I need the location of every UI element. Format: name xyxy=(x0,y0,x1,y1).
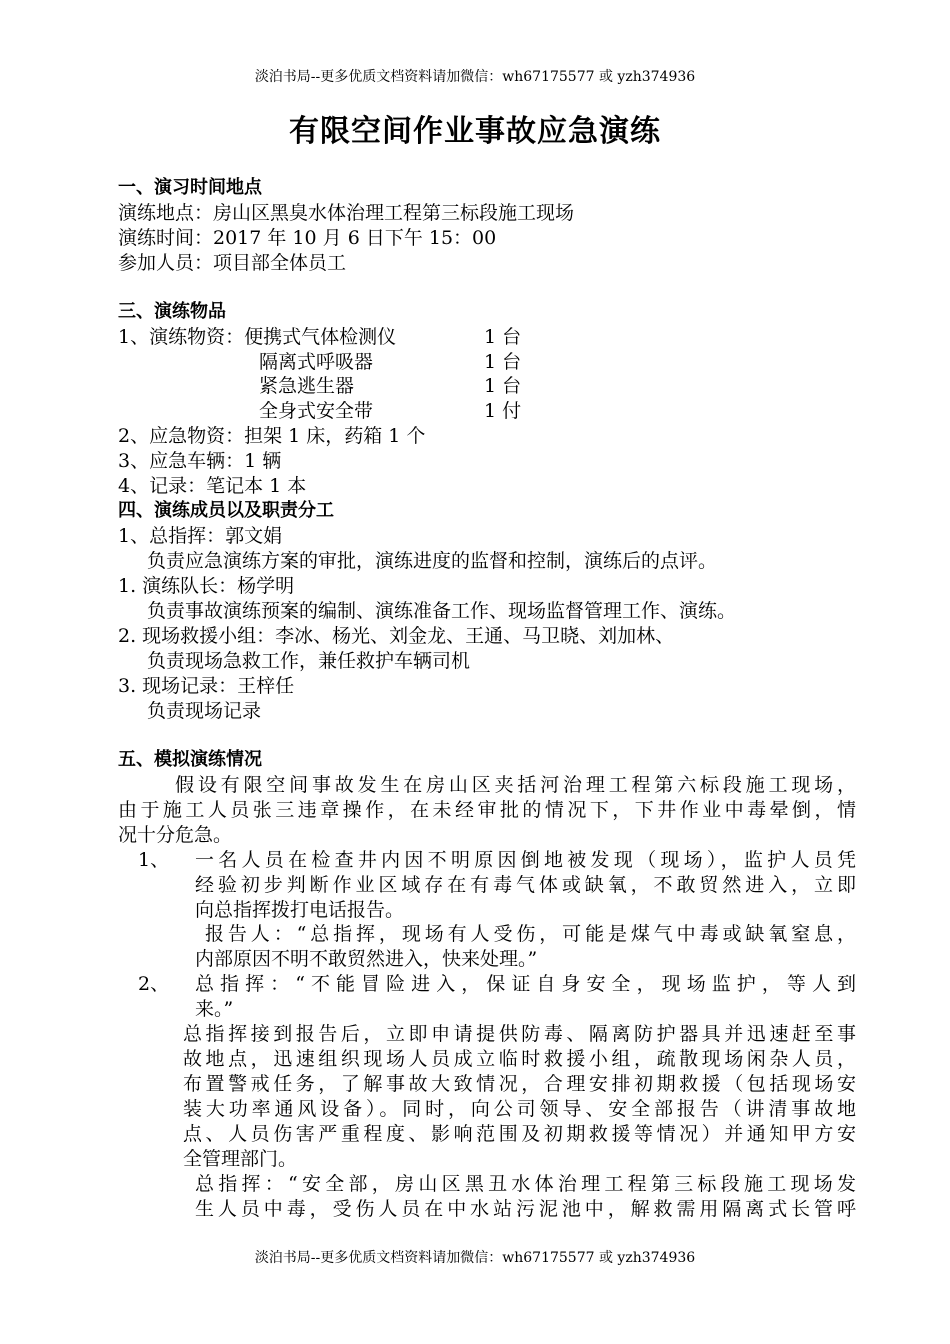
step-text: 向总指挥拨打电话报告。 xyxy=(195,899,405,921)
item-name: 隔离式呼吸器 xyxy=(259,351,374,373)
role-line: 1. 演练队长：杨学明 xyxy=(118,575,295,597)
step-text: 一名人员在检查井内因不明原因倒地被发现（现场），监护人员凭 xyxy=(195,849,856,871)
role-duty: 负责现场急救工作，兼任救护车辆司机 xyxy=(147,650,471,672)
role-line: 2. 现场救援小组：李冰、杨光、刘金龙、王通、马卫晓、刘加林、 xyxy=(118,625,675,647)
item-qty: 1 台 xyxy=(484,375,522,397)
page-header: 淡泊书局--更多优质文档资料请加微信：wh67175577 或 yzh374936 xyxy=(254,69,696,85)
reporter-text: 报告人：“总指挥，现场有人受伤，可能是煤气中毒或缺氧窒息， xyxy=(205,923,856,945)
step-text: 经验初步判断作业区域存在有毒气体或缺氧，不敢贸然进入，立即 xyxy=(195,874,856,896)
item-qty: 1 台 xyxy=(484,326,522,348)
page-footer: 淡泊书局--更多优质文档资料请加微信：wh67175577 或 yzh374936 xyxy=(254,1250,696,1266)
step-number: 1、 xyxy=(138,849,170,871)
commander-action: 故地点，迅速组织现场人员成立临时救援小组，疏散现场闲杂人员， xyxy=(183,1048,856,1070)
role-duty: 负责事故演练预案的编制、演练准备工作、现场监督管理工作、演练。 xyxy=(147,600,737,622)
commander-action: 总指挥接到报告后，立即申请提供防毒、隔离防护器具并迅速赶至事 xyxy=(183,1023,856,1045)
item-name: 全身式安全带 xyxy=(259,400,374,422)
record-supplies: 4、记录：笔记本 1 本 xyxy=(118,475,307,497)
document-title: 有限空间作业事故应急演练 xyxy=(289,114,661,149)
section-5-heading: 五、模拟演练情况 xyxy=(118,749,262,770)
commander-action: 布置警戒任务，了解事故大致情况，合理安排初期救援（包括现场安 xyxy=(183,1073,856,1095)
commander-call: 生人员中毒，受伤人员在中水站污泥池中，解救需用隔离式长管呼 xyxy=(195,1198,856,1220)
emergency-supplies: 2、应急物资：担架 1 床，药箱 1 个 xyxy=(118,425,426,447)
step-text: 总指挥：“不能冒险进入，保证自身安全，现场监护，等人到 xyxy=(195,973,856,995)
commander-action: 全管理部门。 xyxy=(183,1148,298,1170)
drill-time: 演练时间：2017 年 10 月 6 日下午 15：00 xyxy=(118,227,497,249)
role-duty: 负责应急演练方案的审批，演练进度的监督和控制，演练后的点评。 xyxy=(147,550,718,572)
section-4-heading: 四、演练成员以及职责分工 xyxy=(118,500,334,521)
section-3-heading: 三、演练物品 xyxy=(118,301,226,322)
commander-call: 总指挥：“安全部，房山区黑丑水体治理工程第三标段施工现场发 xyxy=(195,1173,856,1195)
item-qty: 1 付 xyxy=(484,400,522,422)
item-name: 紧急逃生器 xyxy=(259,375,355,397)
commander-action: 点、人员伤害严重程度、影响范围及初期救援等情况）并通知甲方安 xyxy=(183,1123,856,1145)
scenario-text: 假设有限空间事故发生在房山区夹括河治理工程第六标段施工现场， xyxy=(175,774,856,796)
scenario-text: 由于施工人员张三违章操作，在未经审批的情况下，下井作业中毒晕倒，情 xyxy=(118,799,856,821)
scenario-text: 况十分危急。 xyxy=(118,824,233,846)
role-line: 3. 现场记录：王梓任 xyxy=(118,675,295,697)
step-text: 来。” xyxy=(195,998,234,1020)
role-duty: 负责现场记录 xyxy=(147,700,262,722)
reporter-text: 内部原因不明不敢贸然进入，快来处理。” xyxy=(195,948,538,970)
role-line: 1、总指挥：郭文娟 xyxy=(118,525,283,547)
drill-location: 演练地点：房山区黑臭水体治理工程第三标段施工现场 xyxy=(118,202,575,224)
emergency-vehicle: 3、应急车辆：1 辆 xyxy=(118,450,282,472)
drill-participants: 参加人员：项目部全体员工 xyxy=(118,252,347,274)
item-qty: 1 台 xyxy=(484,351,522,373)
step-number: 2、 xyxy=(138,973,170,995)
commander-action: 装大功率通风设备）。同时，向公司领导、安全部报告（讲清事故地 xyxy=(183,1098,856,1120)
item-name: 1、演练物资：便携式气体检测仪 xyxy=(118,326,397,348)
section-1-heading: 一、演习时间地点 xyxy=(118,177,262,198)
